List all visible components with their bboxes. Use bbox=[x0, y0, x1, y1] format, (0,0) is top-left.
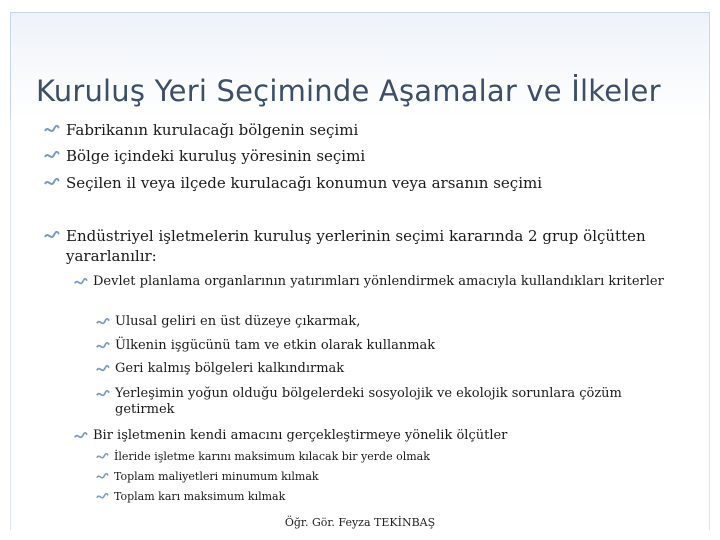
bullet-item bbox=[44, 173, 694, 193]
bullet-text: Seçilen il veya ilçede kurulacağı konumun veya arsanın seçimi bbox=[66, 174, 543, 192]
wavy-bullet-icon bbox=[96, 453, 109, 461]
bullet-item bbox=[44, 120, 684, 140]
wavy-bullet-icon bbox=[44, 231, 60, 241]
bullet-text: İleride işletme karını maksimum kılacak bir yerde olmak bbox=[114, 450, 430, 463]
bullet-item bbox=[96, 470, 656, 484]
bullet-item bbox=[44, 226, 674, 266]
wavy-bullet-icon bbox=[96, 473, 109, 481]
bullet-item bbox=[74, 428, 674, 444]
bullet-text: Bir işletmenin kendi amacını gerçekleştirmeye yönelik ölçütler bbox=[93, 428, 508, 443]
wavy-bullet-icon bbox=[96, 342, 110, 351]
wavy-bullet-icon bbox=[44, 178, 60, 188]
slide-footer: Öğr. Gör. Feyza TEKİNBAŞ bbox=[284, 516, 436, 529]
bullet-text: Devlet planlama organlarının yatırımları yönlendirmek amacıyla kullandıkları kriterler bbox=[93, 274, 664, 289]
wavy-bullet-icon bbox=[44, 125, 60, 135]
bullet-text: Toplam maliyetleri minumum kılmak bbox=[114, 470, 319, 483]
bullet-item bbox=[96, 386, 666, 418]
bullet-item bbox=[74, 274, 674, 290]
bullet-item bbox=[44, 146, 684, 166]
wavy-bullet-icon bbox=[96, 493, 109, 501]
bullet-item bbox=[96, 361, 676, 377]
bullet-item bbox=[96, 338, 676, 354]
bullet-text: Yerleşimin yoğun olduğu bölgelerdeki sosyolojik ve ekolojik sorunlara çözüm getirmek bbox=[115, 386, 622, 417]
bullet-item bbox=[96, 314, 676, 330]
bullet-item bbox=[96, 490, 656, 504]
bullet-text: Fabrikanın kurulacağı bölgenin seçimi bbox=[66, 121, 359, 139]
bullet-text: Endüstriyel işletmelerin kuruluş yerlerinin seçimi kararında 2 grup ölçütten yararlanılır: bbox=[66, 227, 646, 265]
wavy-bullet-icon bbox=[96, 318, 110, 327]
wavy-bullet-icon bbox=[74, 278, 88, 287]
bullet-text: Ulusal geliri en üst düzeye çıkarmak, bbox=[115, 314, 361, 329]
slide-title: Kuruluş Yeri Seçiminde Aşamalar ve İlkeler bbox=[36, 74, 661, 108]
wavy-bullet-icon bbox=[96, 390, 110, 399]
wavy-bullet-icon bbox=[96, 365, 110, 374]
bullet-text: Geri kalmış bölgeleri kalkındırmak bbox=[115, 361, 345, 376]
bullet-text: Toplam karı maksimum kılmak bbox=[114, 490, 286, 503]
bullet-text: Bölge içindeki kuruluş yöresinin seçimi bbox=[66, 147, 366, 165]
bullet-item bbox=[96, 450, 656, 464]
wavy-bullet-icon bbox=[74, 432, 88, 441]
wavy-bullet-icon bbox=[44, 151, 60, 161]
bullet-text: Ülkenin işgücünü tam ve etkin olarak kullanmak bbox=[115, 338, 436, 353]
